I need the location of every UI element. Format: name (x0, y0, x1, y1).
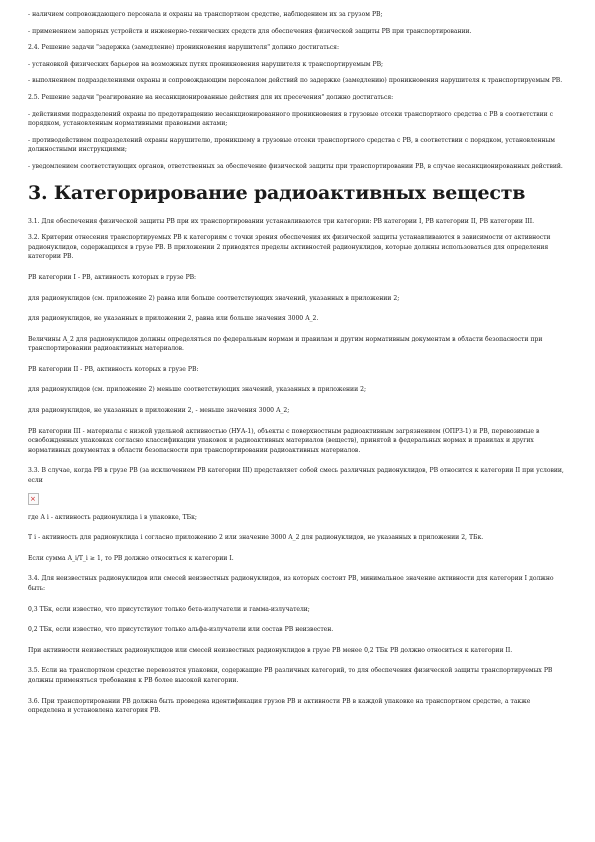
paragraph: - действиями подразделений охраны по предотвращению несанкционированного проникновения в грузовые отсеки транспортного средства с РВ в соответствии с порядком, установленным нормативными правовыми актами; (28, 110, 554, 128)
broken-image-glyph: × (30, 494, 36, 503)
paragraph: 0,3 ТБк, если известно, что присутствуют только бета-излучатели и гамма-излучатели; (28, 605, 310, 613)
paragraph: 2.5. Решение задачи "реагирование на несанкционированные действия для их пресечения" должно достигаться: (28, 93, 394, 101)
paragraph: 3.3. В случае, когда РВ в грузе РВ (за исключением РВ категории III) представляет собой смесь различных радионуклидов, РВ относится к категории II при условии, если (28, 467, 564, 485)
paragraph: - противодействием подразделений охраны нарушителю, проникшему в грузовые отсеки транспортного средства с РВ, в соответствии с порядком, установленным должностными инструкциями; (28, 136, 555, 154)
paragraph: Величины A_2 для радионуклидов должны определяться по федеральным нормам и правилам и другим нормативным документам в области безопасности при транспортировании радиоактивных материалов. (28, 335, 543, 353)
paragraph: T i - активность для радионуклида i согласно приложению 2 или значение 3000 A_2 для радионуклидов, не указанных в приложении 2, ТБк. (28, 534, 484, 542)
paragraph: где A i - активность радионуклида i в упаковке, ТБк; (28, 513, 197, 521)
paragraph: 3.2. Критерии отнесения транспортируемых РВ к категориям с точки зрения обеспечения их физической защиты устанавливаются в зависимости от активности радионуклидов, содержащихся в грузе РВ. В приложении 2 приводятся пределы активностей радионуклидов, которые должны использоваться для определения категории РВ. (28, 234, 551, 261)
paragraph: - уведомлением соответствующих органов, ответственных за обеспечение физической защиты при транспортировании РВ, в случае несанкционированных действий. (28, 162, 563, 170)
paragraph: для радионуклидов, не указанных в приложении 2, - меньше значения 3000 A_2; (28, 407, 290, 415)
paragraph: Если сумма A_i/T_i ≥ 1, то РВ должно относиться к категории I. (28, 554, 234, 562)
paragraph: 3.1. Для обеспечения физической защиты РВ при их транспортировании устанавливаются три категории: РВ категории I, РВ категории II, РВ категории III. (28, 217, 534, 225)
paragraph: 3.4. Для неизвестных радионуклидов или смесей неизвестных радионуклидов, из которых состоит РВ, минимальное значение активности для категории I должно быть: (28, 575, 554, 592)
paragraph: - выполнением подразделениями охраны и сопровождающим персоналом действий по задержке (замедлению) проникновения нарушителя к транспортируемым РВ. (28, 77, 563, 85)
paragraph: РВ категории I - РВ, активность которых в грузе РВ: (28, 273, 197, 281)
paragraph: для радионуклидов (см. приложение 2) равна или больше соответствующих значений, указанных в приложении 2; (28, 294, 400, 302)
paragraph: 2.4. Решение задачи "задержка (замедление) проникновения нарушителя" должно достигаться: (28, 44, 339, 52)
paragraph: 3.5. Если на транспортном средстве перевозятся упаковки, содержащие РВ различных категорий, то для обеспечения физической защиты транспортируемых РВ должны применяться требования к РВ более высокой категории. (28, 667, 553, 684)
paragraph: 3.6. При транспортировании РВ должна быть проведена идентификация грузов РВ и активности РВ в каждой упаковке на транспортном средстве, а также определена и установлена категория РВ. (28, 697, 531, 715)
paragraph: РВ категории II - РВ, активность которых в грузе РВ: (28, 365, 199, 373)
section-heading: 3. Категорирование радиоактивных веществ (28, 181, 526, 204)
paragraph: для радионуклидов (см. приложение 2) меньше соответствующих значений, указанных в приложении 2; (28, 386, 366, 394)
paragraph: РВ категории III - материалы с низкой удельной активностью (НУА-1), объекты с поверхностным радиоактивным загрязнением (ОПРЗ-1) и РВ, перевозимые в освобожденных упаковках согласно классификации упаковок и радиоактивных материалов (веществ), принятой в федеральных нормах и правилах и других нормативных документах в области безопасности при транспортировании радиоактивных материалов. (28, 427, 540, 454)
paragraph: для радионуклидов, не указанных в приложении 2, равна или больше значения 3000 A_2. (28, 315, 319, 323)
paragraph: 0,2 ТБк, если известно, что присутствуют только альфа-излучатели или состав РВ неизвестен. (28, 626, 334, 634)
paragraph: - установкой физических барьеров на возможных путях проникновения нарушителя к транспортируемым РВ; (28, 60, 384, 68)
document-page (28, 10, 566, 723)
paragraph: При активности неизвестных радионуклидов или смесей неизвестных радионуклидов в грузе РВ менее 0,2 ТБк РВ должно относиться к категории II. (28, 646, 513, 654)
paragraph: - наличием сопровождающего персонала и охраны на транспортном средстве, наблюдением их за грузом РВ; (28, 11, 383, 18)
broken-image-icon (28, 493, 39, 505)
paragraph: - применением запорных устройств и инженерно-технических средств для обеспечения физической защиты РВ при транспортировании. (28, 27, 472, 35)
